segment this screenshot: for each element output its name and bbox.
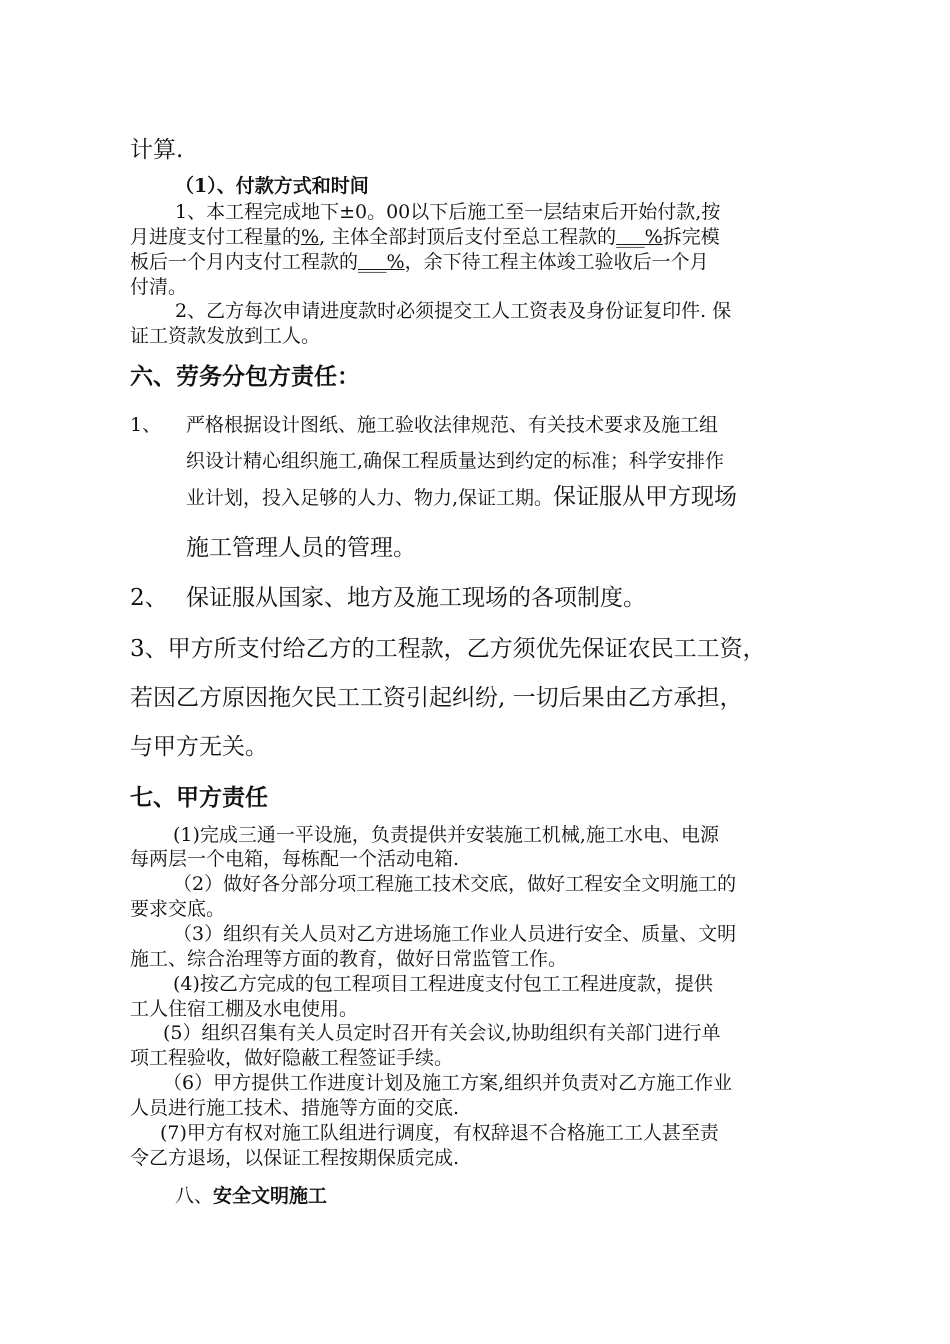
s6-item-1-line-1: 严格根据设计图纸、施工验收法律规范、有关技术要求及施工组 xyxy=(186,414,719,436)
s6-item-1-number: 1、 xyxy=(130,414,162,436)
s7-item-6-line-2: 人员进行施工技术、措施等方面的交底. xyxy=(130,1097,460,1119)
s6-text: 业计划，投入足够的人力、物力,保证工期。 xyxy=(186,487,554,509)
s6-text: 保证服从甲方现场 xyxy=(553,484,738,510)
s7-item-4-line-2: 工人住宿工棚及水电使用。 xyxy=(130,998,359,1020)
payment-item-2-line-1: 2、乙方每次申请进度款时必须提交工人工资表及身份证复印件. 保 xyxy=(175,300,732,322)
s7-item-7-line-1: (7)甲方有权对施工队组进行调度，有权辞退不合格施工工人甚至责 xyxy=(160,1122,719,1144)
section-6-heading: 六、劳务分包方责任： xyxy=(130,363,360,390)
payment-item-2-line-2: 证工资款发放到工人。 xyxy=(130,325,321,347)
payment-item-1-line-4: 付清。 xyxy=(130,276,188,298)
s7-item-2-line-2: 要求交底。 xyxy=(130,898,226,920)
s6-item-1-line-4: 施工管理人员的管理。 xyxy=(186,535,416,561)
payment-item-1-line-2 xyxy=(130,228,720,247)
percent-blank: % xyxy=(301,226,320,248)
payment-item-1-line-3 xyxy=(130,253,709,272)
payment-text: , 主体全部封顶后支付至总工程款的 xyxy=(319,226,617,248)
s7-item-7-line-2: 令乙方退场，以保证工程按期保质完成. xyxy=(130,1147,460,1169)
payment-text: 月进度支付工程量的 xyxy=(130,226,302,248)
s7-item-3-line-1: （3）组织有关人员对乙方进场施工作业人员进行安全、质量、文明 xyxy=(173,923,737,945)
section-7-heading: 七、甲方责任 xyxy=(130,784,268,811)
payment-text: 拆完模 xyxy=(662,226,720,248)
s7-item-5-line-2: 项工程验收，做好隐蔽工程签证手续。 xyxy=(130,1047,454,1069)
s6-item-2-number: 2、 xyxy=(130,585,168,611)
payment-item-1-line-1: 1、本工程完成地下±0。00以下后施工至一层结束后开始付款,按 xyxy=(175,201,721,223)
section-8-title: 安全文明施工 xyxy=(213,1185,328,1207)
s6-item-1-line-3 xyxy=(186,486,737,509)
paragraph-continuation: 计算. xyxy=(130,137,184,163)
percent-blank: ___% xyxy=(358,251,405,273)
s7-item-4-line-1: (4)按乙方完成的包工程项目工程进度支付包工工程进度款，提供 xyxy=(173,973,713,995)
s7-item-6-line-1: （6）甲方提供工作进度计划及施工方案,组织并负责对乙方施工作业 xyxy=(163,1072,733,1094)
s7-item-1-line-1: (1)完成三通一平设施，负责提供并安装施工机械,施工水电、电源 xyxy=(173,824,719,846)
s7-item-2-line-1: （2）做好各分部分项工程施工技术交底，做好工程安全文明施工的 xyxy=(173,873,737,895)
s6-item-3-line-1: 3、甲方所支付给乙方的工程款，乙方须优先保证农民工工资， xyxy=(130,636,766,662)
s7-item-5-line-1: (5）组织召集有关人员定时召开有关会议,协助组织有关部门进行单 xyxy=(163,1022,721,1044)
s7-item-3-line-2: 施工、综合治理等方面的教育，做好日常监管工作。 xyxy=(130,948,568,970)
s6-item-2-line-1: 保证服从国家、地方及施工现场的各项制度。 xyxy=(186,585,646,611)
section-8-heading xyxy=(175,1187,327,1206)
percent-blank: ___% xyxy=(616,226,663,248)
s7-item-1-line-2: 每两层一个电箱，每栋配一个活动电箱. xyxy=(130,848,460,870)
section-8-number: 八、 xyxy=(175,1185,214,1207)
s6-item-3-line-2: 若因乙方原因拖欠民工工资引起纠纷, 一切后果由乙方承担， xyxy=(130,685,743,711)
payment-text: 板后一个月内支付工程款的 xyxy=(130,251,359,273)
payment-text: ，余下待工程主体竣工验收后一个月 xyxy=(404,251,709,273)
s6-item-1-line-2: 织设计精心组织施工,确保工程质量达到约定的标准；科学安排作 xyxy=(186,450,725,472)
payment-subheading: （1）、付款方式和时间 xyxy=(175,175,369,197)
s6-item-3-line-3: 与甲方无关。 xyxy=(130,734,268,760)
